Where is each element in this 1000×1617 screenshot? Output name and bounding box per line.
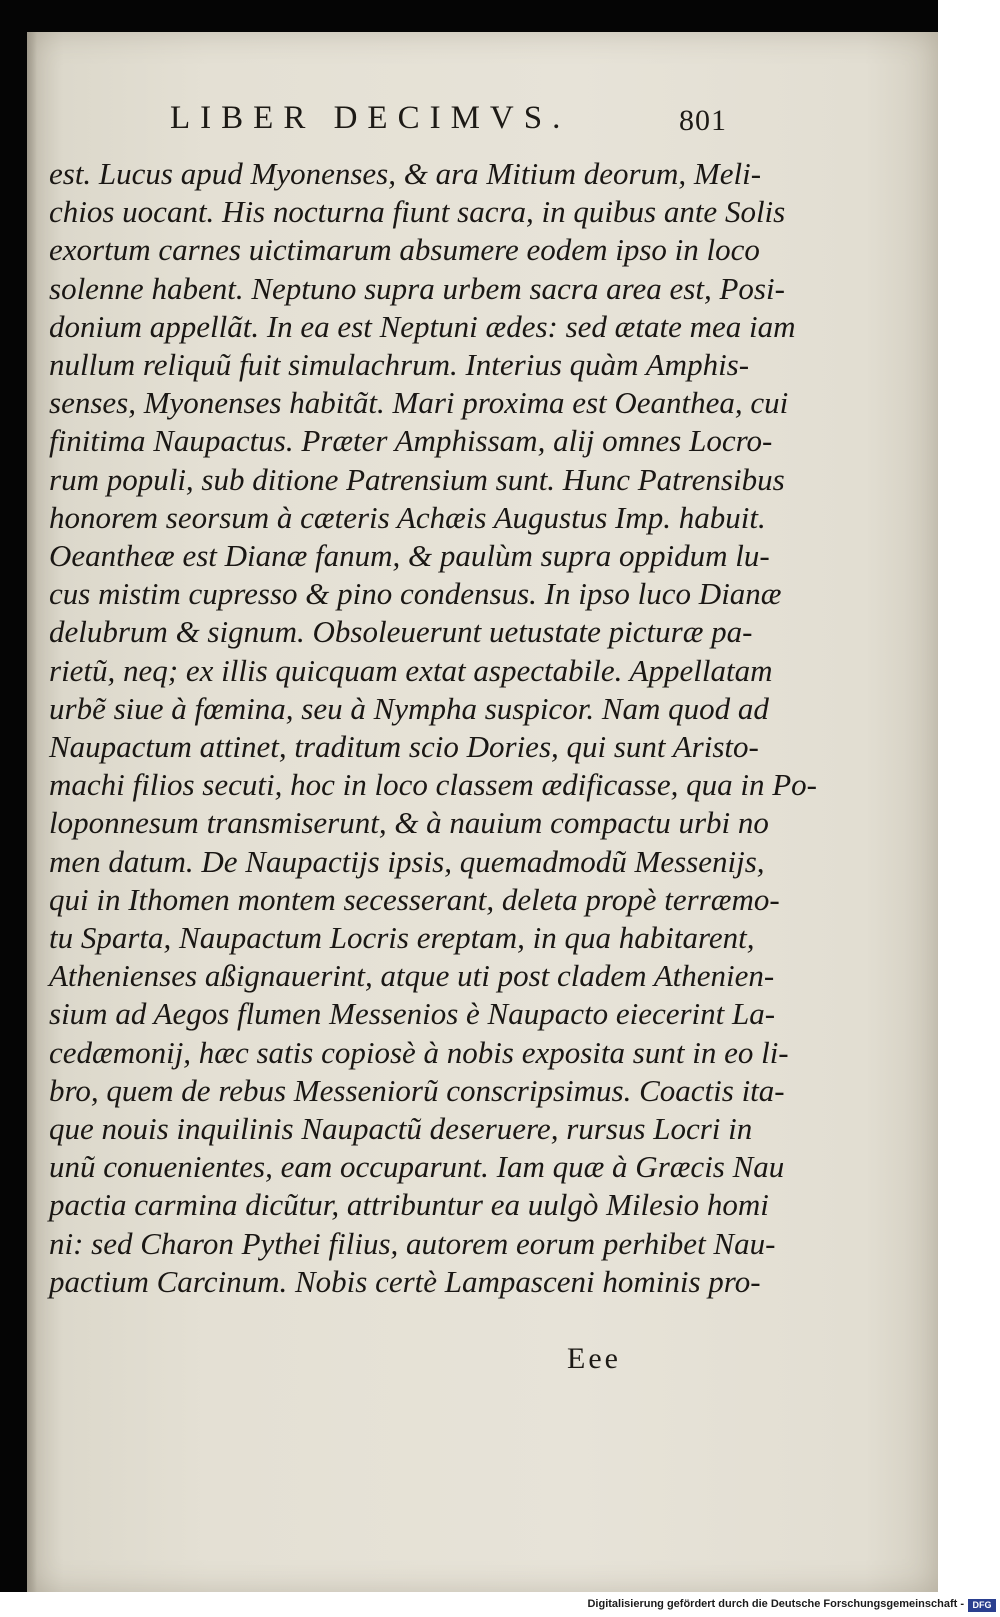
text-line: ni: sed Charon Pythei filius, autorem eorum perhibet Nau-: [49, 1225, 776, 1261]
text-line: Athenienses aßignauerint, atque uti post cladem Athenien-: [49, 958, 775, 994]
signature-mark: Eee: [567, 1342, 621, 1375]
text-line: solenne habent. Neptuno supra urbem sacra area est, Posi-: [49, 270, 785, 306]
text-line: pactium Carcinum. Nobis certè Lampasceni hominis pro-: [49, 1263, 761, 1299]
dfg-logo: DFG: [968, 1599, 996, 1612]
text-line: finitima Naupactus. Præter Amphissam, alij omnes Locro-: [49, 423, 773, 459]
text-line: unũ conuenientes, eam occuparunt. Iam quæ à Græcis Nau: [49, 1149, 785, 1185]
text-line: urbẽ siue à fœmina, seu à Nympha suspicor. Nam quod ad: [49, 690, 769, 726]
text-line: exortum carnes uictimarum absumere eodem ipso in loco: [49, 232, 760, 268]
text-line: que nouis inquilinis Naupactũ deseruere, rursus Locri in: [49, 1111, 753, 1147]
text-line: cedæmonij, hæc satis copiosè à nobis exposita sunt in eo li-: [49, 1034, 789, 1070]
body-text: [49, 155, 818, 1301]
digitization-footer: [0, 1597, 1000, 1617]
text-line: bro, quem de rebus Messeniorũ conscripsimus. Coactis ita-: [49, 1072, 785, 1108]
book-page: [27, 32, 938, 1592]
text-line: sium ad Aegos flumen Messenios è Naupacto eiecerint La-: [49, 996, 776, 1032]
text-line: senses, Myonenses habitãt. Mari proxima est Oeanthea, cui: [49, 385, 789, 421]
text-line: loponnesum transmiserunt, & à nauium compactu urbi no: [49, 805, 769, 841]
text-line: chios uocant. His nocturna fiunt sacra, in quibus ante Solis: [49, 194, 786, 230]
page-gutter-shadow: [27, 32, 37, 1592]
text-line: est. Lucus apud Myonenses, & ara Mitium deorum, Meli-: [49, 156, 762, 191]
text-line: donium appellãt. In ea est Neptuni ædes: sed ætate mea iam: [49, 308, 796, 344]
text-line: delubrum & signum. Obsoleuerunt uetustate picturæ pa-: [49, 614, 753, 650]
text-line: pactia carmina dicũtur, attribuntur ea uulgò Milesio homi: [49, 1187, 769, 1223]
text-line: rietũ, neq; ex illis quicquam extat aspectabile. Appellatam: [49, 652, 773, 688]
folio-number: 801: [679, 104, 727, 137]
text-line: Oeantheæ est Dianæ fanum, & paulùm supra oppidum lu-: [49, 538, 770, 574]
running-head: [27, 100, 938, 150]
text-line: nullum reliquũ fuit simulachrum. Interius quàm Amphis-: [49, 347, 750, 383]
text-line: men datum. De Naupactijs ipsis, quemadmodũ Messenijs,: [49, 843, 765, 879]
funding-credit: Digitalisierung gefördert durch die Deutsche Forschungsgemeinschaft -: [587, 1598, 964, 1610]
text-line: qui in Ithomen montem secesserant, deleta propè terræmo-: [49, 881, 780, 917]
text-line: honorem seorsum à cæteris Achæis Augustus Imp. habuit.: [49, 499, 766, 535]
text-line: cus mistim cupresso & pino condensus. In ipso luco Dianæ: [49, 576, 782, 612]
text-line: rum populi, sub ditione Patrensium sunt. Hunc Patrensibus: [49, 461, 785, 497]
text-line: machi filios secuti, hoc in loco classem ædificasse, qua in Po-: [49, 767, 818, 803]
text-line: Naupactum attinet, traditum scio Dories, qui sunt Aristo-: [49, 729, 759, 765]
running-title: LIBER DECIMVS.: [170, 100, 571, 136]
text-line: tu Sparta, Naupactum Locris ereptam, in qua habitarent,: [49, 920, 755, 956]
